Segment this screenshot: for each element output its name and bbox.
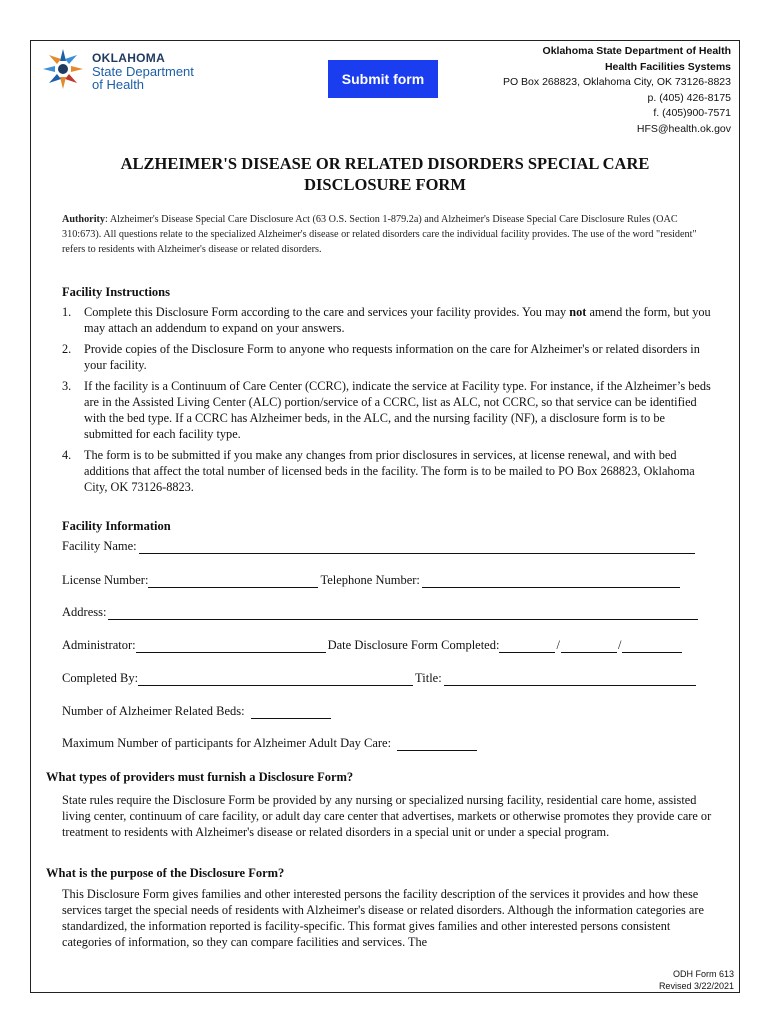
- license-number-field[interactable]: [148, 575, 318, 588]
- instruction-item: [62, 341, 712, 373]
- logo-text: [92, 52, 194, 91]
- telephone-field[interactable]: [422, 575, 680, 588]
- alz-beds-field[interactable]: [251, 706, 331, 719]
- instruction-number: 4.: [62, 448, 72, 462]
- telephone-label: Telephone Number:: [320, 573, 420, 587]
- instruction-text-part: Complete this Disclosure Form according to the care and services your facility provides. You may: [84, 305, 570, 319]
- administrator-label: Administrator:: [62, 638, 136, 652]
- completed-by-label: Completed By:: [62, 671, 139, 685]
- faq-question: What is the purpose of the Disclosure Form?: [46, 866, 285, 880]
- instruction-item: [62, 304, 712, 336]
- instruction-number: 2.: [62, 342, 72, 356]
- facility-name-row: [62, 539, 697, 554]
- title-field[interactable]: [444, 673, 696, 686]
- completed-by-field[interactable]: [138, 673, 413, 686]
- title-label: Title:: [415, 671, 442, 685]
- agency-phone: p. (405) 426-8175: [647, 91, 731, 104]
- instruction-text: Provide copies of the Disclosure Form to anyone who requests information on the care for Alzheimer's or related disorders in your facility.: [84, 342, 700, 372]
- max-participants-label: Maximum Number of participants for Alzheimer Adult Day Care:: [62, 736, 392, 750]
- form-title: [80, 153, 690, 195]
- division-name: Health Facilities Systems: [604, 60, 731, 73]
- authority-paragraph: [62, 212, 702, 257]
- faq-answer: State rules require the Disclosure Form be provided by any nursing or specialized nursing facility, residential care home, assisted living center, continuum of care facility, or adult day care center that advertises, markets or otherwise promotes they provide care or treatment to residents with Alzheimer's disease or related disorders in a special unit or under a special program.: [62, 793, 712, 839]
- instructions-list: [62, 304, 712, 500]
- alz-beds-label: Number of Alzheimer Related Beds:: [62, 704, 245, 718]
- instruction-number: 1.: [62, 305, 72, 319]
- faq-question: What types of providers must furnish a Disclosure Form?: [46, 770, 354, 784]
- logo-line-2: State Department: [92, 64, 194, 79]
- instruction-item: [62, 378, 712, 442]
- agency-fax: f. (405)900-7571: [653, 107, 731, 119]
- revision-date: Revised 3/22/2021: [658, 981, 734, 991]
- agency-name: Oklahoma State Department of Health: [542, 45, 731, 57]
- facility-name-field[interactable]: [139, 541, 695, 554]
- date-completed-label: Date Disclosure Form Completed:: [327, 638, 500, 652]
- instruction-item: [62, 447, 712, 495]
- completed-by-row: [62, 671, 698, 686]
- authority-label: Authority: [62, 214, 106, 225]
- faq-answer: This Disclosure Form gives families and other interested persons the facility description of the services it provides and how these services target the special needs of residents with Alzheimer's disease or related disorders. Although the information categories are standardized, the information reported is facility-specific. This format gives families and other interested persons consistent categories of information, so they can compare facilities and services. The: [62, 887, 704, 949]
- date-month-field[interactable]: [499, 640, 555, 653]
- license-number-label: License Number:: [62, 573, 149, 587]
- date-separator: /: [556, 638, 560, 652]
- agency-address: PO Box 268823, Oklahoma City, OK 73126-8823: [502, 76, 731, 88]
- administrator-date-row: [62, 638, 682, 653]
- address-label: Address:: [62, 605, 107, 619]
- max-participants-field[interactable]: [397, 738, 477, 751]
- agency-email: HFS@health.ok.gov: [636, 122, 731, 135]
- agency-contact: [503, 44, 731, 137]
- address-field[interactable]: [108, 607, 698, 620]
- form-footer: [659, 968, 734, 992]
- administrator-field[interactable]: [136, 640, 326, 653]
- date-separator: /: [617, 638, 622, 652]
- license-phone-row: [62, 573, 682, 588]
- instruction-text: [84, 304, 712, 336]
- facility-info-heading: Facility Information: [62, 519, 171, 533]
- instruction-emphasis: not: [569, 305, 587, 319]
- title-line-2: DISCLOSURE FORM: [304, 175, 466, 194]
- date-day-field[interactable]: [561, 640, 617, 653]
- logo-line-1: OKLAHOMA: [92, 51, 166, 65]
- instruction-text: If the facility is a Continuum of Care Center (CCRC), indicate the service at Facility type. For instance, if the Alzheimer’s beds are in the Assisted Living Center (ALC) portion/service of a CCRC, list as ALC, not CCRC, so that service can be identified with the bed type. If a CCRC has Alzheimer beds, in the ALC, and the nursing facility (NF), a disclosure form is to be submitted for each facility type.: [84, 379, 711, 441]
- max-participants-row: [62, 736, 479, 751]
- facility-name-label: Facility Name:: [62, 539, 137, 553]
- alz-beds-row: [62, 704, 333, 719]
- authority-text: : Alzheimer's Disease Special Care Disclosure Act (63 O.S. Section 1-879.2a) and Alzheimer's Disease Special Care Disclosure Rules (OAC 310:673). All questions relate to the specialized Alzheimer's disease or related disorders care the individual facility provides. The use of the word "resident" refers to residents with Alzheimer's disease or related disorders.: [62, 214, 697, 255]
- title-line-1: ALZHEIMER'S DISEASE OR RELATED DISORDERS SPECIAL CARE: [120, 154, 650, 173]
- date-year-field[interactable]: [622, 640, 682, 653]
- form-number: ODH Form 613: [672, 969, 734, 979]
- instruction-text: The form is to be submitted if you make any changes from prior disclosures in services, at license renewal, and with bed additions that affect the total number of licensed beds in the facility. The form is to be mailed to PO Box 268823, Oklahoma City, OK 73126-8823.: [84, 448, 695, 494]
- instructions-heading: Facility Instructions: [62, 285, 170, 299]
- address-row: [62, 605, 700, 620]
- instruction-text-part: amend the form, but you may attach an addendum to expand on your answers.: [84, 305, 711, 335]
- logo-line-3: of Health: [92, 77, 145, 92]
- instruction-number: 3.: [62, 379, 72, 393]
- submit-form-button[interactable]: Submit form: [328, 60, 438, 98]
